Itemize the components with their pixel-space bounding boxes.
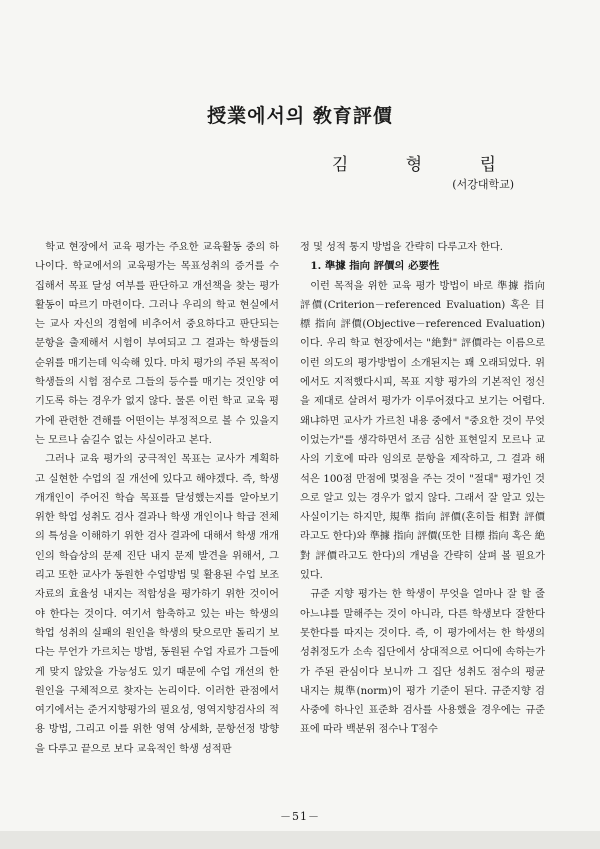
author-affiliation: (서강대학교) bbox=[452, 178, 514, 191]
bottom-margin-strip bbox=[0, 831, 600, 849]
body-paragraph: 그러나 교육 평가의 궁극적인 목표는 교사가 계획하고 실현한 수업의 질 개선에 있다고 해야겠다. 즉, 학생 개개인이 주어진 학습 목표를 달성했는지를 알아보기 위한 학업 성취도 검사 결과나 학생 개인이나 학급 전체의 특성을 이해하기 위한 검사 결과에 대해서 학생 개개인의 학습상의 문제 진단 내지 문제 발견을 위해서, 그리고 또한 교사가 동원한 수업방법 및 활용된 수업 보조 자료의 효율성 내지는 적합성을 평가하기 위한 것이어야 한다는 것이다. 여기서 함축하고 있는 바는 학생의 학업 성취의 실패의 원인을 학생의 탓으로만 돌리기 보다는 무언가 가르치는 방법, 동원된 수업 자료가 그들에게 맞지 않았을 가능성도 있기 때문에 수업 개선의 한 원인을 구체적으로 찾자는 논리이다. 이러한 관점에서 여기에서는 준거지향평가의 필요성, 영역지향검사의 적용 방법, 그리고 이를 위한 영역 상세화, 문항선정 방향을 다루고 끝으로 보다 교육적인 학생 성적판 bbox=[35, 454, 279, 755]
right-column bbox=[300, 238, 545, 740]
body-paragraph: 학교 현장에서 교육 평가는 주요한 교육활동 중의 하나이다. 학교에서의 교육평가는 목표성취의 증거를 수집해서 목표 달성 여부를 판단하고 개선책을 찾는 평가 활동이 따르기 마련이다. 그러나 우리의 학교 현실에서는 교사 자신의 경험에 비추어서 중요하다고 판단되는 문항을 출제해서 시험이 부여되고 그 결과는 학생들의 순위를 매기는데 익숙해 있다. 마치 평가의 주된 목적이 학생들의 시험 점수로 그들의 등수를 매기는 것인양 여기도록 하는 경우가 없지 않다. 물론 이런 학교 교육 평가에 관련한 견해를 어떤이는 부정적으로 볼 수 있을지는 모르나 숨길수 없는 사실이라고 본다. bbox=[35, 242, 279, 446]
body-paragraph-continuation: 정 및 성적 통지 방법을 간략히 다루고자 한다. bbox=[300, 242, 504, 253]
left-column bbox=[35, 238, 279, 759]
body-paragraph: 규준 지향 평가는 한 학생이 무엇을 얼마나 잘 할 줄 아느냐를 말해주는 것이 아니라, 다른 학생보다 잘한다 못한다를 따지는 것이다. 즉, 이 평가에서는 한 학생의 성취정도가 소속 집단에서 상대적으로 어디에 속하는가가 주된 관심이다 보니까 그 집단 성취도 점수의 평균 내지는 規準(norm)이 평가 기준이 된다. 규준지향 검사중에 하나인 표준화 검사를 사용했을 경우에는 규준표에 따라 백분위 점수나 T점수 bbox=[300, 589, 545, 736]
section-heading: 1. 準據 指向 評價의 必要性 bbox=[310, 260, 440, 273]
page-number: －51－ bbox=[280, 810, 320, 823]
author-name: 김 형 립 bbox=[331, 155, 522, 175]
article-title: 授業에서의 敎育評價 bbox=[207, 105, 393, 127]
body-paragraph: 이런 목적을 위한 교육 평가 방법이 바로 準據 指向 評價(Criterion－referenced Evaluation) 혹은 目標 指向 評價(Objective－referenced Evaluation)이다. 우리 학교 현장에서는 "絶對" 評價라는 이름으로 이런 의도의 평가방법이 소개된지는 꽤 오래되었다. 위에서도 지적했다시피, 목표 지향 평가의 기본적인 정신을 제대로 살려서 평가가 이루어졌다고 보기는 어렵다. 왜냐하면 교사가 가르친 내용 중에서 "중요한 것이 무엇이었는가"를 생각하면서 조금 심한 표현일지 모르나 교사의 기호에 따라 임의로 문항을 제작하고, 그 결과 해석은 100점 만점에 몇점을 주는 것이 "절대" 평가인 것으로 알고 있는 경우가 없지 않다. 그래서 잘 알고 있는 사실이기는 하지만, 規準 指向 評價(혼히들 相對 評價라고도 한다)와 準據 指向 評價(또한 目標 指向 혹은 絶對 評價라고도 한다)의 개념을 간략히 살펴 볼 필요가 있다. bbox=[300, 280, 545, 582]
